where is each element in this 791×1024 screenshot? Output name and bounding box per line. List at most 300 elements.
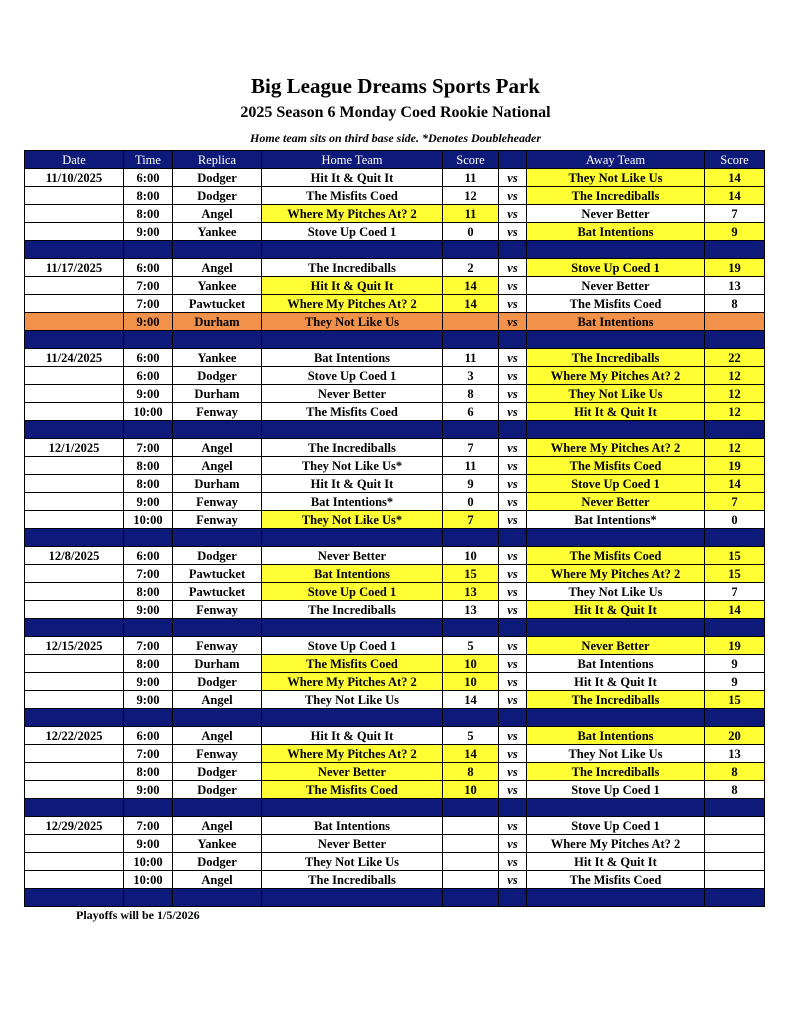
away-score: 19: [705, 637, 765, 655]
vs-label: vs: [499, 457, 527, 475]
game-row: [25, 295, 765, 313]
away-score: 12: [705, 385, 765, 403]
game-date: [25, 655, 124, 673]
page-title: Big League Dreams Sports Park: [251, 74, 540, 98]
home-score: [443, 313, 499, 331]
away-team: Stove Up Coed 1: [527, 817, 705, 835]
away-team: Where My Pitches At? 2: [527, 835, 705, 853]
away-team: Stove Up Coed 1: [527, 781, 705, 799]
home-team: Hit It & Quit It: [262, 727, 443, 745]
away-team: They Not Like Us: [527, 583, 705, 601]
vs-label: vs: [499, 349, 527, 367]
away-score: [705, 853, 765, 871]
vs-label: vs: [499, 511, 527, 529]
home-team: Bat Intentions: [262, 817, 443, 835]
game-row: [25, 439, 765, 457]
column-header-home-score: Score: [443, 151, 499, 169]
away-team: The Misfits Coed: [527, 547, 705, 565]
away-score: 9: [705, 223, 765, 241]
game-time: 7:00: [124, 277, 173, 295]
game-date: [25, 385, 124, 403]
game-date: [25, 763, 124, 781]
home-score: 10: [443, 655, 499, 673]
home-score: 5: [443, 637, 499, 655]
game-row: [25, 817, 765, 835]
away-score: 7: [705, 583, 765, 601]
vs-label: vs: [499, 223, 527, 241]
header-row: [25, 151, 765, 169]
game-replica: Yankee: [173, 349, 262, 367]
page-subtitle: 2025 Season 6 Monday Coed Rookie National: [240, 104, 551, 121]
away-score: 14: [705, 601, 765, 619]
game-date: 11/24/2025: [25, 349, 124, 367]
game-row: [25, 313, 765, 331]
home-score: 3: [443, 367, 499, 385]
vs-label: vs: [499, 313, 527, 331]
away-score: 14: [705, 187, 765, 205]
game-time: 7:00: [124, 817, 173, 835]
home-team: The Misfits Coed: [262, 781, 443, 799]
week-separator: [25, 331, 765, 349]
game-date: [25, 871, 124, 889]
home-team: They Not Like Us*: [262, 457, 443, 475]
game-replica: Dodger: [173, 763, 262, 781]
column-header-date: Date: [25, 151, 124, 169]
away-score: 12: [705, 403, 765, 421]
game-replica: Durham: [173, 655, 262, 673]
game-replica: Yankee: [173, 277, 262, 295]
away-score: [705, 817, 765, 835]
home-team: They Not Like Us: [262, 853, 443, 871]
home-team: The Misfits Coed: [262, 403, 443, 421]
home-score: 0: [443, 493, 499, 511]
game-date: [25, 835, 124, 853]
home-score: 0: [443, 223, 499, 241]
week-separator: [25, 619, 765, 637]
away-score: 15: [705, 547, 765, 565]
game-replica: Fenway: [173, 745, 262, 763]
vs-label: vs: [499, 295, 527, 313]
home-score: [443, 835, 499, 853]
away-score: [705, 871, 765, 889]
home-team: The Misfits Coed: [262, 187, 443, 205]
home-team: The Incrediballs: [262, 871, 443, 889]
game-row: [25, 601, 765, 619]
game-replica: Dodger: [173, 781, 262, 799]
game-row: [25, 673, 765, 691]
game-replica: Durham: [173, 475, 262, 493]
away-team: Hit It & Quit It: [527, 673, 705, 691]
game-time: 10:00: [124, 403, 173, 421]
home-score: [443, 871, 499, 889]
game-time: 6:00: [124, 367, 173, 385]
away-team: Where My Pitches At? 2: [527, 439, 705, 457]
vs-label: vs: [499, 691, 527, 709]
game-time: 8:00: [124, 475, 173, 493]
game-date: 11/10/2025: [25, 169, 124, 187]
game-date: [25, 601, 124, 619]
game-date: 11/17/2025: [25, 259, 124, 277]
game-date: [25, 295, 124, 313]
game-date: 12/22/2025: [25, 727, 124, 745]
game-replica: Angel: [173, 871, 262, 889]
home-score: 9: [443, 475, 499, 493]
game-replica: Durham: [173, 313, 262, 331]
column-header-vs: [499, 151, 527, 169]
game-row: [25, 565, 765, 583]
vs-label: vs: [499, 475, 527, 493]
home-score: 14: [443, 745, 499, 763]
game-time: 9:00: [124, 673, 173, 691]
away-team: The Misfits Coed: [527, 457, 705, 475]
game-date: 12/1/2025: [25, 439, 124, 457]
vs-label: vs: [499, 385, 527, 403]
vs-label: vs: [499, 187, 527, 205]
game-date: [25, 457, 124, 475]
home-score: 14: [443, 295, 499, 313]
game-row: [25, 277, 765, 295]
away-team: Bat Intentions: [527, 727, 705, 745]
home-team: They Not Like Us: [262, 313, 443, 331]
game-row: [25, 637, 765, 655]
home-team: They Not Like Us: [262, 691, 443, 709]
vs-label: vs: [499, 205, 527, 223]
game-replica: Angel: [173, 691, 262, 709]
column-header-home-team: Home Team: [262, 151, 443, 169]
home-score: 2: [443, 259, 499, 277]
home-team: The Incrediballs: [262, 259, 443, 277]
vs-label: vs: [499, 853, 527, 871]
game-replica: Pawtucket: [173, 583, 262, 601]
home-score: 7: [443, 511, 499, 529]
game-date: [25, 853, 124, 871]
game-row: [25, 457, 765, 475]
game-row: [25, 583, 765, 601]
week-separator: [25, 241, 765, 259]
game-row: [25, 655, 765, 673]
game-time: 7:00: [124, 295, 173, 313]
game-row: [25, 493, 765, 511]
game-time: 6:00: [124, 727, 173, 745]
game-date: [25, 475, 124, 493]
game-row: [25, 187, 765, 205]
home-team: Bat Intentions: [262, 565, 443, 583]
game-time: 6:00: [124, 169, 173, 187]
away-score: 22: [705, 349, 765, 367]
home-score: 5: [443, 727, 499, 745]
game-date: 12/15/2025: [25, 637, 124, 655]
home-team: Stove Up Coed 1: [262, 637, 443, 655]
game-replica: Fenway: [173, 601, 262, 619]
game-time: 6:00: [124, 259, 173, 277]
game-replica: Durham: [173, 385, 262, 403]
vs-label: vs: [499, 727, 527, 745]
away-team: The Incrediballs: [527, 187, 705, 205]
home-team: Never Better: [262, 385, 443, 403]
away-team: The Incrediballs: [527, 691, 705, 709]
game-date: 12/29/2025: [25, 817, 124, 835]
game-date: 12/8/2025: [25, 547, 124, 565]
home-team: Where My Pitches At? 2: [262, 295, 443, 313]
game-time: 7:00: [124, 745, 173, 763]
game-row: [25, 871, 765, 889]
home-team: The Incrediballs: [262, 439, 443, 457]
away-team: Never Better: [527, 205, 705, 223]
game-replica: Yankee: [173, 223, 262, 241]
game-time: 7:00: [124, 637, 173, 655]
away-team: Bat Intentions: [527, 223, 705, 241]
game-replica: Fenway: [173, 403, 262, 421]
game-date: [25, 691, 124, 709]
game-time: 9:00: [124, 385, 173, 403]
away-score: [705, 313, 765, 331]
game-time: 9:00: [124, 493, 173, 511]
game-time: 10:00: [124, 871, 173, 889]
game-replica: Pawtucket: [173, 295, 262, 313]
away-score: 9: [705, 655, 765, 673]
away-score: 7: [705, 205, 765, 223]
game-date: [25, 187, 124, 205]
vs-label: vs: [499, 493, 527, 511]
game-time: 9:00: [124, 835, 173, 853]
away-team: Hit It & Quit It: [527, 403, 705, 421]
away-team: Where My Pitches At? 2: [527, 367, 705, 385]
game-row: [25, 835, 765, 853]
game-replica: Angel: [173, 727, 262, 745]
home-score: 12: [443, 187, 499, 205]
game-time: 7:00: [124, 565, 173, 583]
game-row: [25, 223, 765, 241]
vs-label: vs: [499, 601, 527, 619]
away-team: The Misfits Coed: [527, 871, 705, 889]
game-date: [25, 511, 124, 529]
week-separator: [25, 709, 765, 727]
week-separator: [25, 529, 765, 547]
game-time: 9:00: [124, 223, 173, 241]
home-team: Where My Pitches At? 2: [262, 205, 443, 223]
vs-label: vs: [499, 565, 527, 583]
vs-label: vs: [499, 403, 527, 421]
home-team: Stove Up Coed 1: [262, 367, 443, 385]
vs-label: vs: [499, 439, 527, 457]
game-date: [25, 673, 124, 691]
home-score: 8: [443, 385, 499, 403]
game-replica: Pawtucket: [173, 565, 262, 583]
home-team: They Not Like Us*: [262, 511, 443, 529]
away-team: Bat Intentions: [527, 655, 705, 673]
game-replica: Yankee: [173, 835, 262, 853]
game-time: 8:00: [124, 457, 173, 475]
game-time: 8:00: [124, 583, 173, 601]
game-replica: Dodger: [173, 853, 262, 871]
vs-label: vs: [499, 277, 527, 295]
away-score: 20: [705, 727, 765, 745]
game-replica: Fenway: [173, 511, 262, 529]
home-score: 13: [443, 583, 499, 601]
column-header-time: Time: [124, 151, 173, 169]
game-row: [25, 727, 765, 745]
home-team: Hit It & Quit It: [262, 475, 443, 493]
playoffs-note: Playoffs will be 1/5/2026: [76, 908, 200, 922]
vs-label: vs: [499, 637, 527, 655]
vs-label: vs: [499, 547, 527, 565]
vs-label: vs: [499, 673, 527, 691]
game-time: 7:00: [124, 439, 173, 457]
game-time: 8:00: [124, 655, 173, 673]
game-date: [25, 277, 124, 295]
home-team: The Incrediballs: [262, 601, 443, 619]
game-row: [25, 349, 765, 367]
away-score: 14: [705, 475, 765, 493]
game-time: 6:00: [124, 349, 173, 367]
home-score: 11: [443, 457, 499, 475]
home-team: Where My Pitches At? 2: [262, 745, 443, 763]
game-replica: Dodger: [173, 169, 262, 187]
home-score: 7: [443, 439, 499, 457]
home-score: 8: [443, 763, 499, 781]
game-replica: Angel: [173, 259, 262, 277]
away-score: 8: [705, 295, 765, 313]
home-team: The Misfits Coed: [262, 655, 443, 673]
week-separator: [25, 799, 765, 817]
game-time: 8:00: [124, 187, 173, 205]
vs-label: vs: [499, 745, 527, 763]
week-separator: [25, 889, 765, 907]
vs-label: vs: [499, 781, 527, 799]
away-score: 13: [705, 277, 765, 295]
away-team: Never Better: [527, 637, 705, 655]
game-replica: Dodger: [173, 187, 262, 205]
game-replica: Dodger: [173, 547, 262, 565]
game-date: [25, 781, 124, 799]
away-team: Where My Pitches At? 2: [527, 565, 705, 583]
game-row: [25, 403, 765, 421]
away-team: Hit It & Quit It: [527, 853, 705, 871]
vs-label: vs: [499, 583, 527, 601]
away-score: 12: [705, 367, 765, 385]
away-team: Never Better: [527, 493, 705, 511]
away-team: Bat Intentions: [527, 313, 705, 331]
vs-label: vs: [499, 835, 527, 853]
vs-label: vs: [499, 259, 527, 277]
away-team: They Not Like Us: [527, 169, 705, 187]
game-row: [25, 547, 765, 565]
home-team: Bat Intentions: [262, 349, 443, 367]
game-row: [25, 259, 765, 277]
game-row: [25, 475, 765, 493]
vs-label: vs: [499, 655, 527, 673]
away-team: The Incrediballs: [527, 763, 705, 781]
game-time: 9:00: [124, 313, 173, 331]
away-team: The Incrediballs: [527, 349, 705, 367]
away-score: 9: [705, 673, 765, 691]
home-score: 14: [443, 277, 499, 295]
game-replica: Angel: [173, 439, 262, 457]
game-replica: Dodger: [173, 673, 262, 691]
away-team: Never Better: [527, 277, 705, 295]
away-score: 14: [705, 169, 765, 187]
game-replica: Angel: [173, 457, 262, 475]
away-score: 12: [705, 439, 765, 457]
game-date: [25, 583, 124, 601]
away-score: 8: [705, 781, 765, 799]
home-score: 10: [443, 781, 499, 799]
home-score: 15: [443, 565, 499, 583]
home-score: 14: [443, 691, 499, 709]
game-row: [25, 205, 765, 223]
week-separator: [25, 421, 765, 439]
away-team: They Not Like Us: [527, 385, 705, 403]
game-date: [25, 367, 124, 385]
game-date: [25, 313, 124, 331]
home-team: Where My Pitches At? 2: [262, 673, 443, 691]
away-team: Stove Up Coed 1: [527, 475, 705, 493]
schedule-table: [24, 150, 765, 907]
away-score: 0: [705, 511, 765, 529]
game-row: [25, 853, 765, 871]
away-team: Bat Intentions*: [527, 511, 705, 529]
home-team: Stove Up Coed 1: [262, 583, 443, 601]
home-team: Never Better: [262, 547, 443, 565]
vs-label: vs: [499, 871, 527, 889]
home-score: 11: [443, 349, 499, 367]
away-team: The Misfits Coed: [527, 295, 705, 313]
home-team: Bat Intentions*: [262, 493, 443, 511]
vs-label: vs: [499, 169, 527, 187]
home-score: 11: [443, 169, 499, 187]
game-time: 8:00: [124, 205, 173, 223]
game-date: [25, 403, 124, 421]
away-score: [705, 835, 765, 853]
column-header-away-team: Away Team: [527, 151, 705, 169]
game-date: [25, 493, 124, 511]
home-team: Hit It & Quit It: [262, 277, 443, 295]
column-header-away-score: Score: [705, 151, 765, 169]
home-score: 10: [443, 673, 499, 691]
game-row: [25, 169, 765, 187]
home-score: 6: [443, 403, 499, 421]
column-header-replica: Replica: [173, 151, 262, 169]
game-row: [25, 367, 765, 385]
home-team-note: Home team sits on third base side. *Denotes Doubleheader: [250, 131, 541, 145]
game-row: [25, 511, 765, 529]
game-date: [25, 205, 124, 223]
schedule-body: [25, 169, 765, 907]
game-row: [25, 385, 765, 403]
away-score: 15: [705, 565, 765, 583]
vs-label: vs: [499, 817, 527, 835]
game-replica: Fenway: [173, 493, 262, 511]
away-score: 15: [705, 691, 765, 709]
game-replica: Fenway: [173, 637, 262, 655]
game-row: [25, 745, 765, 763]
game-date: [25, 745, 124, 763]
home-team: Never Better: [262, 835, 443, 853]
game-time: 10:00: [124, 511, 173, 529]
home-team: Never Better: [262, 763, 443, 781]
game-row: [25, 781, 765, 799]
game-date: [25, 223, 124, 241]
game-date: [25, 565, 124, 583]
game-time: 9:00: [124, 601, 173, 619]
game-time: 8:00: [124, 763, 173, 781]
home-team: Hit It & Quit It: [262, 169, 443, 187]
away-team: They Not Like Us: [527, 745, 705, 763]
game-replica: Dodger: [173, 367, 262, 385]
away-team: Hit It & Quit It: [527, 601, 705, 619]
game-time: 9:00: [124, 781, 173, 799]
home-score: [443, 853, 499, 871]
